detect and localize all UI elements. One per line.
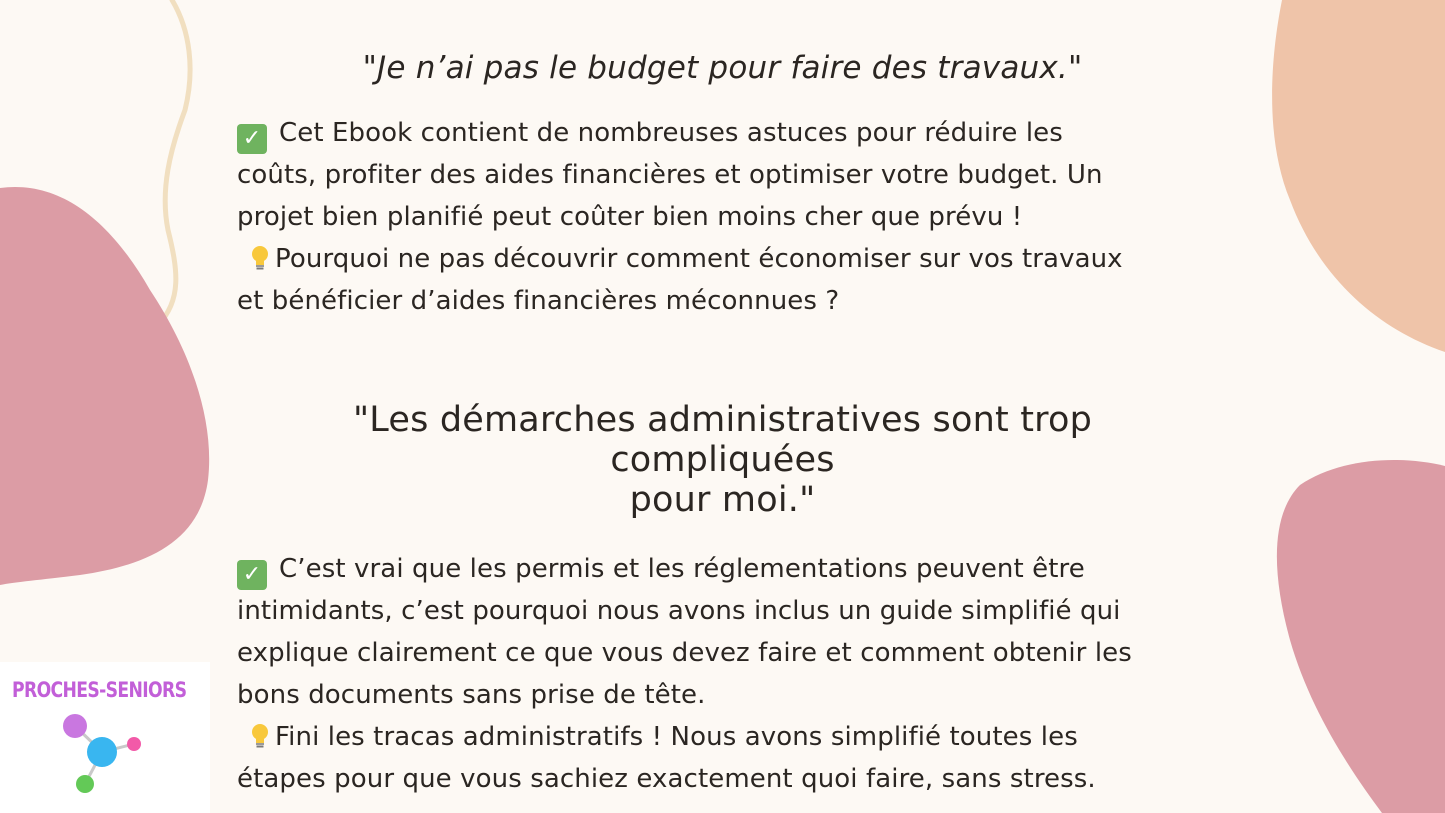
tip-paragraph-budget: [237, 238, 1208, 322]
answer-line: bons documents sans prise de tête.: [237, 680, 706, 710]
tip-paragraph-admin: [237, 716, 1208, 800]
quote-heading-admin: [237, 400, 1208, 520]
light-bulb-icon: [249, 723, 271, 749]
light-bulb-icon: [249, 245, 271, 271]
answer-line: [237, 112, 1208, 154]
answer-line: intimidants, c’est pourquoi nous avons inclus un guide simplifié qui: [237, 596, 1121, 626]
tip-line: et bénéficier d’aides financières méconnues ?: [237, 286, 840, 316]
quote-heading-budget: "Je n’ai pas le budget pour faire des travaux.": [362, 50, 1083, 86]
left-pink-blob: [0, 187, 209, 585]
molecule-logo-icon: [40, 706, 160, 806]
tip-line-text: Pourquoi ne pas découvrir comment économiser sur vos travaux: [275, 244, 1123, 274]
check-mark-icon: ✓: [237, 124, 267, 154]
cream-wavy-line: [158, 0, 190, 325]
answer-line-text: C’est vrai que les permis et les réglementations peuvent être: [279, 554, 1085, 584]
answer-line-text: Cet Ebook contient de nombreuses astuces pour réduire les: [279, 118, 1063, 148]
top-right-peach-blob: [1272, 0, 1445, 352]
quote-line: pour moi.": [629, 480, 816, 520]
bottom-right-pink-blob: [1277, 460, 1445, 813]
proches-seniors-logo: [0, 662, 210, 813]
logo-text: PROCHES-SENIORS: [12, 678, 187, 702]
answer-line: coûts, profiter des aides financières et optimiser votre budget. Un: [237, 160, 1103, 190]
tip-line-text: Fini les tracas administratifs ! Nous avons simplifié toutes les: [275, 722, 1078, 752]
section-spacer: [237, 322, 1208, 400]
quote-line: "Les démarches administratives sont trop compliquées: [352, 400, 1092, 480]
answer-line: projet bien planifié peut coûter bien moins cher que prévu !: [237, 202, 1023, 232]
tip-line: [237, 716, 1208, 758]
answer-line: explique clairement ce que vous devez faire et comment obtenir les: [237, 638, 1132, 668]
answer-paragraph-admin: [237, 548, 1208, 716]
answer-line: [237, 548, 1208, 590]
tip-line: étapes pour que vous sachiez exactement quoi faire, sans stress.: [237, 764, 1096, 794]
answer-paragraph-budget: [237, 112, 1208, 238]
main-content: [237, 48, 1208, 800]
check-mark-icon: ✓: [237, 560, 267, 590]
tip-line: [237, 238, 1208, 280]
